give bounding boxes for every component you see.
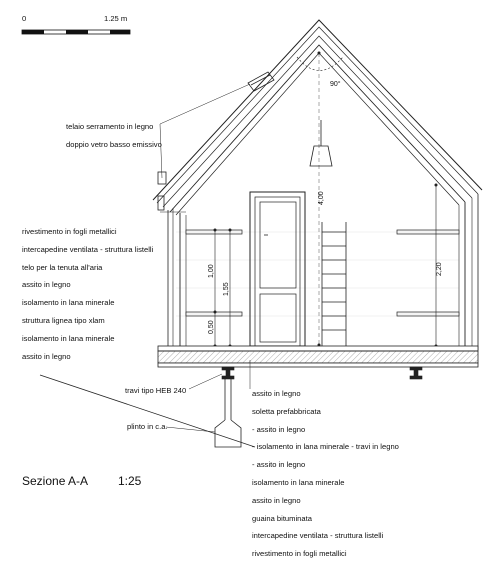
door xyxy=(250,192,305,346)
left-wall xyxy=(168,208,186,350)
roof xyxy=(153,20,482,215)
roof-window-label-line: doppio vetro basso emissivo xyxy=(66,139,162,149)
wall-layer: struttura lignea tipo xlam xyxy=(22,315,105,325)
steel-beams xyxy=(222,367,422,379)
beams-label: travi tipo HEB 240 xyxy=(125,386,187,395)
angle-arc xyxy=(297,57,343,71)
wall-layers-label xyxy=(22,219,153,370)
floor-slab xyxy=(158,346,478,367)
wall-layer: rivestimento in fogli metallici xyxy=(22,226,117,236)
leader-lines xyxy=(160,84,250,432)
scale-start-label: 0 xyxy=(22,14,27,23)
pendant-lamp xyxy=(310,120,332,166)
dim-left-b: 1,55 xyxy=(223,282,230,296)
floor-layer: assito in legno xyxy=(252,388,301,398)
ladder xyxy=(322,222,346,346)
floor-layer: assito in legno xyxy=(252,495,301,505)
floor-layer: rivestimento in fogli metallici xyxy=(252,549,347,559)
right-wall xyxy=(459,194,478,350)
wall-layer: assito in legno xyxy=(22,351,71,361)
floor-layer: intercapedine ventilata - struttura listelli xyxy=(252,531,384,541)
dim-left-a: 1,00 xyxy=(208,264,215,278)
scale-end-label: 1.25 m xyxy=(104,14,128,23)
section-scale: 1:25 xyxy=(118,474,142,488)
floor-layer: isolamento in lana minerale xyxy=(252,477,345,487)
dim-ridge-height: 4,00 xyxy=(318,191,325,205)
floor-layer: - assito in legno xyxy=(252,424,306,434)
roof-window xyxy=(158,72,274,210)
floor-layer: guaina bituminata xyxy=(252,513,312,523)
wall-layer: assito in legno xyxy=(22,280,71,290)
wall-layer: isolamento in lana minerale xyxy=(22,333,115,343)
floor-layer: - isolamento in lana minerale - travi in legno xyxy=(252,442,399,452)
roof-window-label-line: telaio serramento in legno xyxy=(66,121,154,131)
floor-layers-label xyxy=(252,381,399,568)
section-title: Sezione A-A xyxy=(22,474,89,488)
floor-layer: - assito in legno xyxy=(252,460,306,470)
wood-lining xyxy=(176,232,459,316)
scale-bar xyxy=(22,30,130,34)
wall-layer: telo per la tenuta all'aria xyxy=(22,262,103,272)
dimension-lines xyxy=(214,52,437,347)
wall-layer: isolamento in lana minerale xyxy=(22,298,115,308)
concrete-plinth xyxy=(215,379,241,447)
shelves xyxy=(186,230,459,316)
dim-left-c: 0,50 xyxy=(208,320,215,334)
floor-layer: soletta prefabbricata xyxy=(252,406,321,416)
wall-layer: intercapedine ventilata - struttura listelli xyxy=(22,244,154,254)
dim-right-height: 2,20 xyxy=(436,262,443,276)
plinth-label: plinto in c.a. xyxy=(127,422,168,431)
angle-label: 90° xyxy=(330,81,341,88)
roof-window-label xyxy=(66,114,162,159)
